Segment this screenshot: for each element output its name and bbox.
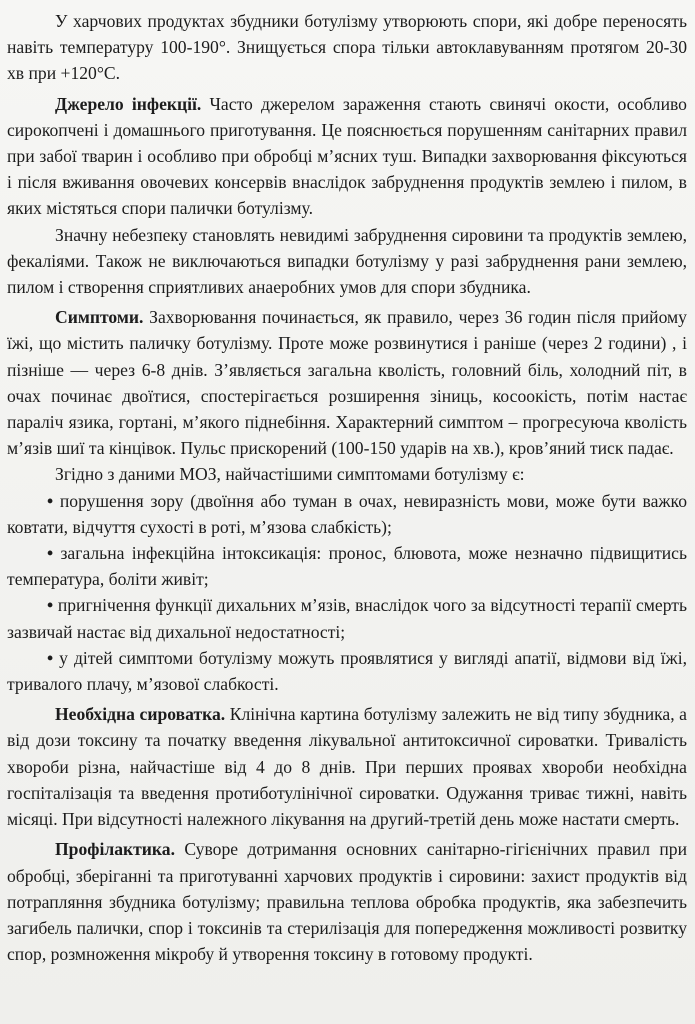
heading-infection-source: Джерело інфекції. xyxy=(55,93,202,114)
symptoms-text: Захворювання починається, як правило, через 36 годин після прийому їжі, що містить паличку ботулізму. Проте може розвинутися і раніше (через 2 години) , і пізніше — через 6-8 днів. З’являється загальна кволість, головний біль, холодний піт, в очах починає двоїтися, спостерігається розширення зіниць, косоокість, потім настає параліч язика, гортані, м’якого піднебіння. Характерний симптом – прогресуюча кволість м’язів шиї та кінцівок. Пульс прискорений (100-150 ударів на хв.), кров’яний тиск падає. xyxy=(7,307,687,459)
paragraph-prevention xyxy=(7,836,687,967)
heading-prevention: Профілактика. xyxy=(55,839,175,860)
symptom-list xyxy=(7,488,687,698)
list-item: • у дітей симптоми ботулізму можуть проявлятися у вигляді апатії, відмови від їжі, тривалого плачу, м’язової слабкості. xyxy=(7,645,687,697)
serum-text: Клінічна картина ботулізму залежить не від типу збудника, а від дози токсину та початку введення лікувальної антитоксичної сироватки. Тривалість хвороби різна, найчастіше від 4 до 8 днів. При перших проявах хвороби необхідна госпіталізація та введення протиботулінічної сироватки. Одужання триває тижні, навіть місяці. При відсутності належного лікування на другий-третій день може настати смерть. xyxy=(7,704,687,830)
list-item: • загальна інфекційна інтоксикація: пронос, блювота, може незначно підвищитись температура, боліти живіт; xyxy=(7,540,687,592)
heading-serum: Необхідна сироватка. xyxy=(55,704,226,725)
paragraph-serum xyxy=(7,701,687,832)
prevention-text: Суворе дотримання основних санітарно-гігієнічних правил при обробці, зберіганні та приготуванні харчових продуктів і сировини: захист продуктів від потрапляння збудника ботулізму; правильна теплова обробка продуктів, яка забезпечить загибель палички, спор і токсинів та стерилізація для попередження можливості розвитку спор, розмноження мікробу й утворення токсину в готовому продукті. xyxy=(7,839,687,965)
paragraph-moz-intro: Згідно з даними МОЗ, найчастішими симптомами ботулізму є: xyxy=(55,464,525,485)
heading-symptoms: Симптоми. xyxy=(55,307,144,328)
paragraph-symptoms xyxy=(7,304,687,461)
list-item: • порушення зору (двоїння або туман в очах, невиразність мови, може бути важко ковтати, відчуття сухості в роті, м’язова слабкість); xyxy=(7,488,687,540)
infection-source-text: Часто джерелом зараження стають свинячі окости, особливо сирокопчені і домашнього приготування. Це пояснюється порушенням санітарних правил при забої тварин і особливо при обробці м’ясних туш. Випадки захворювання фіксуються і після вживання овочевих консервів внаслідок забруднення продуктів землею і пилом, в яких містяться спори палички ботулізму. xyxy=(7,93,687,219)
paragraph-contamination-danger: Значну небезпеку становлять невидимі забруднення сировини та продуктів землею, фекаліями. Також не виключаються випадки ботулізму у разі забруднення рани землею, пилом і створення сприятливих анаеробних умов для спори збудника. xyxy=(7,224,687,298)
paragraph-infection-source xyxy=(7,91,687,222)
list-item: • пригнічення функції дихальних м’язів, внаслідок чого за відсутності терапії смерть зазвичай настає від дихальної недостатності; xyxy=(7,592,687,644)
paragraph-spores: У харчових продуктах збудники ботулізму утворюють спори, які добре переносять навіть температуру 100-190°. Знищується спора тільки автоклавуванням протягом 20-30 хв при +120°С. xyxy=(7,11,687,84)
